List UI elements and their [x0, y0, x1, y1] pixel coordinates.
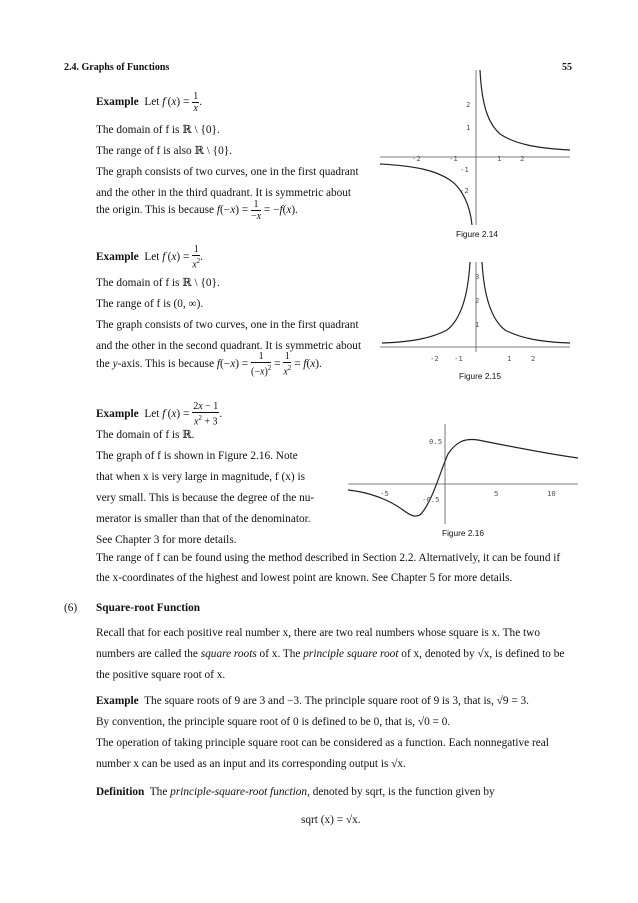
example-1-graph-line-3: the origin. This is because f(−x) = $\frac{1}{-x}$ = −f(x).: [96, 199, 298, 222]
example-2-graph-line-3: the y-axis. This is because f(−x) = $\frac{1}{(-x)^2}$ = $\frac{1}{x^2}$ = f(x).: [96, 351, 322, 378]
example-2-domain: The domain of f is ℝ \ {0}.: [96, 277, 220, 289]
sqrt-example: [96, 695, 529, 708]
example-3-body-line-2: that when x is very large in magnitude, f (x) is: [96, 471, 306, 483]
fig-2-15-tick-x-2: 2: [531, 354, 536, 363]
sqrt-example-label: Example: [96, 695, 139, 707]
fig-2-14-tick-y-2: 2: [466, 100, 471, 109]
example-1-graph-line-3-text: the origin. This is because: [96, 204, 215, 217]
figure-2-14-graph: [380, 70, 570, 225]
sqrt-example-text: The square roots of 9 are 3 and −3. The principle square root of 9 is 3, that is, √9 = 3.: [144, 695, 529, 707]
fig-2-15-tick-y-1: 1: [475, 320, 480, 329]
example-2-range: The range of f is (0, ∞).: [96, 298, 204, 310]
fig-2-15-tick-x-neg1: -1: [454, 354, 463, 363]
example-1-statement: Example Let f (x) = $\frac{1}{x}$ .: [96, 91, 203, 114]
sqrt-convention: By convention, the principle square root of 0 is defined to be 0, that is, √0 = 0.: [96, 716, 451, 728]
example-3-domain: The domain of f is ℝ.: [96, 429, 195, 441]
figure-2-15-graph: [380, 262, 570, 367]
sqrt-definition: [96, 786, 495, 799]
figure-2-14-caption: Figure 2.14: [456, 229, 498, 239]
example-1-let: Let: [144, 96, 160, 109]
definition-term: principle-square-root function: [170, 786, 308, 798]
section-title: Square-root Function: [96, 602, 201, 614]
example-2-graph-line-3c: -axis. This is because: [117, 357, 215, 370]
figure-2-15-caption: Figure 2.15: [459, 371, 501, 381]
figure-2-16-graph: [348, 424, 578, 524]
page-number: 55: [562, 62, 572, 73]
definition-text-c: , denoted by sqrt, is the function given by: [307, 786, 495, 798]
example-1-range: The range of f is also ℝ \ {0}.: [96, 145, 232, 157]
sqrt-formula: sqrt (x) = √x.: [301, 814, 361, 826]
sqrt-intro-line-2e: of x, denoted by √x, is defined to be: [398, 648, 565, 660]
definition-text-a: The: [149, 786, 171, 798]
example-3-body-line-1: The graph of f is shown in Figure 2.16. Note: [96, 450, 298, 462]
sqrt-operation-line-2: number x can be used as an input and its corresponding output is √x.: [96, 758, 406, 770]
sqrt-intro-line-1: Recall that for each positive real number x, there are two real numbers whose square is x. The two: [96, 627, 540, 639]
example-2-let: Let: [144, 250, 160, 263]
principle-square-root-term: principle square root: [303, 648, 399, 660]
fig-2-15-tick-y-2: 2: [475, 296, 480, 305]
fig-2-14-tick-x-neg1: -1: [449, 154, 458, 163]
example-1-domain: The domain of f is ℝ \ {0}.: [96, 124, 220, 136]
sqrt-intro-line-2: [96, 648, 564, 661]
example-3-statement: Example Let f (x) = $\frac{2x - 1}{x^2 + 3}$ .: [96, 401, 223, 428]
fig-2-16-tick-y-0-5: 0.5: [429, 437, 443, 446]
example-3-let: Let: [144, 407, 160, 420]
fig-2-14-tick-x-2: 2: [520, 154, 525, 163]
example-2-graph-line-3b: y: [112, 357, 118, 370]
sqrt-intro-line-3: the positive square root of x.: [96, 669, 226, 681]
fig-2-14-tick-y-neg1: -1: [460, 165, 469, 174]
fig-2-14-tick-x-1: 1: [497, 154, 502, 163]
fig-2-16-tick-x-neg5: -5: [380, 489, 389, 498]
example-3-range-line-1: The range of f can be found using the method described in Section 2.2. Alternatively, it can be found if: [96, 552, 561, 564]
example-2-graph-line-2: and the other in the second quadrant. It is symmetric about: [96, 340, 362, 352]
sqrt-intro-line-2a: numbers are called the: [96, 648, 201, 660]
example-2-graph-line-1: The graph consists of two curves, one in the first quadrant: [96, 319, 359, 331]
example-1-label: Example: [96, 96, 139, 109]
example-2-statement: Example Let f (x) = $\frac{1}{x^2}$ .: [96, 244, 203, 271]
example-2-label: Example: [96, 250, 139, 263]
sqrt-intro-line-2c: of x. The: [256, 648, 304, 660]
fig-2-15-tick-y-3: 3: [475, 272, 480, 281]
section-number: (6): [64, 602, 78, 614]
fig-2-14-tick-y-1: 1: [466, 123, 471, 132]
example-3-body-line-4: merator is smaller than that of the denominator.: [96, 513, 311, 525]
example-3-body-line-3: very small. This is because the degree of the nu-: [96, 492, 315, 504]
fig-2-16-tick-x-5: 5: [494, 489, 499, 498]
example-1-graph-line-2: and the other in the third quadrant. It is symmetric about: [96, 187, 352, 199]
example-2-graph-line-3a: the: [96, 357, 113, 370]
square-roots-term: square roots: [200, 648, 257, 660]
sqrt-operation-line-1: The operation of taking principle square root can be considered as a function. Each nonnegative real: [96, 737, 549, 749]
example-3-body-line-5: See Chapter 3 for more details.: [96, 534, 237, 546]
figure-2-16-caption: Figure 2.16: [442, 528, 484, 538]
fig-2-14-tick-x-neg2: -2: [412, 154, 421, 163]
example-1-graph-line-1: The graph consists of two curves, one in the first quadrant: [96, 166, 359, 178]
fig-2-16-tick-x-10: 10: [547, 489, 556, 498]
example-3-range-line-2: the x-coordinates of the highest and lowest point are known. See Chapter 5 for more details.: [96, 572, 513, 584]
example-3-label: Example: [96, 407, 139, 420]
definition-label: Definition: [96, 786, 145, 798]
running-header: 2.4. Graphs of Functions: [64, 62, 170, 73]
fig-2-14-tick-y-neg2: -2: [460, 186, 469, 195]
fig-2-15-tick-x-neg2: -2: [430, 354, 439, 363]
fig-2-15-tick-x-1: 1: [507, 354, 512, 363]
fig-2-16-tick-y-neg0-5: -0.5: [422, 495, 440, 504]
